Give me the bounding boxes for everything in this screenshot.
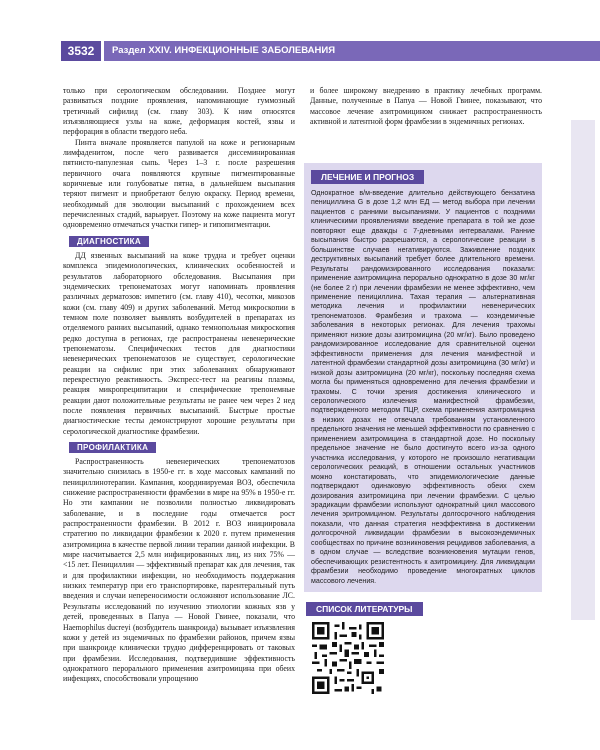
left-column (63, 86, 295, 685)
page-header (0, 38, 600, 64)
continuation-paragraph: и более широкому внедрению в практику лечебных программ. Данные, полученные в Папуа — Новой Гвинее, показывают, что массовое лечение азитромицином снижает распространенность активной и латентной форм фрамбезии в эндемичных регионах. (310, 86, 542, 127)
prophylaxis-paragraph: Распространенность невенерических трепонематозов значительно снизилась в 1950-е гг. в ходе массовых кампаний по пенициллинотерапии. Кампания, координируемая ВОЗ, обеспечила снижение распространенности фрамбезии в мире на 95% в 1950-е гг. Но эти кампании не позволили полностью ликвидировать заболевание, и в последние годы отмечается рост распространенности фрамбезии. В 2012 г. ВОЗ инициировала стратегию по ликвидации фрамбезии к 2020 г. путем применения азитромицина в качестве первой линии терапии данной инфекции. В мире насчитывается 2,5 млн инфицированных лиц, из них 75% — <15 лет. Пенициллин — эффективный препарат как для лечения, так и для профилактики инфекции, но необходимость поддержания низких температур при его транспортировке, парентеральный путь введения и случаи непереносимости осложняют использование ЛС. Результаты исследований по изучению этиологии кожных язв у детей, проведенных в Папуа — Новой Гвинее, показали, что Haemophilus ducreyi (возбудитель шанкроида) вызывает изъязвления кожи у детей из эндемичных по фрамбезии районов, причем язвы при шанкроиде клинически трудно дифференцировать от таковых при фрамбезии. Исследования, подтвердившие эффективность однократного перорального применения азитромицина при обеих инфекциях, способствовали упрощению (63, 457, 295, 684)
right-column-top (310, 86, 542, 127)
prophylaxis-heading: ПРОФИЛАКТИКА (69, 442, 156, 453)
margin-tint (571, 120, 595, 620)
pinta-paragraph: Пинта вначале проявляется папулой на коже и регионарным лимфаденитом, после чего развивается диссеминированная пятнисто-папулезная сыпь. Через 1–3 г. после разрешения первичного очага появляются крупные пигментированные коричневые или голубоватые пятна, в дальнейшем высыпания теряют пигмент и приобретают белую окраску. Период времени, необходимый для эволюции высыпаний с прохождением всех перечисленных стадий, варьирует. Поэтому на коже пациента могут одновременно отмечаться участки гипер- и гипопигментации. (63, 137, 295, 230)
intro-paragraph: только при серологическом обследовании. Позднее могут развиваться поздние проявления, напоминающие гуммозный третичный сифилид (см. главу 303). К ним относятся изъязвляющиеся узлы на коже, деформация костей, язвы и перфорация в области твердого неба. (63, 86, 295, 137)
diagnostics-heading: ДИАГНОСТИКА (69, 236, 149, 247)
page-number: 3532 (61, 41, 101, 61)
section-title: Раздел XXIV. ИНФЕКЦИОННЫЕ ЗАБОЛЕВАНИЯ (104, 41, 600, 61)
treatment-heading: ЛЕЧЕНИЕ И ПРОГНОЗ (311, 170, 424, 184)
treatment-text: Однократное в/м-введение длительно действующего бензатина пенициллина G в дозе 1,2 млн ЕД — метод выбора при лечении пациентов с ранними высыпаниями. У пациентов с поздними клиническими проявлениями введение препарата в той же дозе повторяют еще дважды с 7-дневными интервалами. Ранние высыпания быстро разрешаются, а серологические реакции в большинстве случаев негативируются. Заживление поздних деструктивных высыпаний требует более длительного времени. Результаты рандомизированного исследования показали: применение азитромицина перорально однократно в дозе 30 мг/кг (не более 2 г) при лечении фрамбезии не менее эффективно, чем применение пенициллина. Тахая терапия — альтернативная методика лечения и профилактики невенерических трепонематозов. Фрамбезия и трахома — коэндемичные заболевания в некоторых регионах. Для лечения трахомы применяют низкие дозы азитромицина (20 мг/кг). Было проведено рандомизированное исследование для сравнительной оценки эффективности применения для лечения манифестной и латентной фрамбезии стандартной дозы азитромицина (30 мг/кг) и низкой дозы азитромицина (20 мг/кг), поскольку последняя схема могла бы применяться одновременно для лечения фрамбезии и трахомы. С точки зрения достижения клинического и серологического излечения манифестной фрамбезии, подтвержденного методом ПЦР, схема применения азитромицина в низких дозах не отвечала требованиям установленного предельного значения не меньшей эффективности по сравнению с применением азитромицина в стандартной дозе. Но поскольку предельное значение не было достигнуто всего из-за одного участника исследования, у которого не произошло негативации серологических реакций, в отношении остальных участников можно констатировать, что эпидемиологические данные подтверждают одинаковую эффективность обеих схем дозирования азитромицина при лечении фрамбезии. С целью эрадикации фрамбезии используют однократный цикл массового лечения эритромицином. Результаты долгосрочного наблюдения показали, что данная стратегия неэффективна в достижении долгосрочной ликвидации фрамбезии в высокоэндемичных сообществах по причине возникновения рецидивов заболевания, а в одном случае — вследствие возникновения мутации генов, обеспечивающих резистентность к азитромицину. Для ликвидации фрамбезии необходимо проведение многократных циклов массового лечения. (311, 189, 535, 585)
references-heading: СПИСОК ЛИТЕРАТУРЫ (306, 602, 423, 616)
qr-code-icon[interactable] (312, 622, 384, 694)
treatment-box (304, 163, 542, 592)
diagnostics-paragraph: ДД язвенных высыпаний на коже трудна и требует оценки комплекса эпидемиологических, клинических особенностей и результатов лабораторного обследования. Высыпания при эндемических трепонематозах могут напоминать проявления различных дерматозов: импетиго (см. главу 410), чесотки, микозов кожи (см. главу 409) и других заболеваний. Метод микроскопии в темном поле позволяет выявлять возбудителей в препаратах из отделяемого ранних высыпаний, однако темнопольная микроскопия редко доступна в регионах, где распространены невенерические трепонематозы. Специфических тестов для диагностики невенерических трепонематозов не существует, серологические реакции на сифилис при этих заболеваниях обнаруживают перекрестную реактивность. Экспресс-тест на реагины плазмы, реакция микропреципитации и специфические трепонемные реакции дают положительные результаты не ранее чем через 2 нед после появления первичных высыпаний. Быстрые простые диагностические тесты демонстрируют хорошие результаты при серологической диагностике фрамбезии. (63, 250, 295, 436)
